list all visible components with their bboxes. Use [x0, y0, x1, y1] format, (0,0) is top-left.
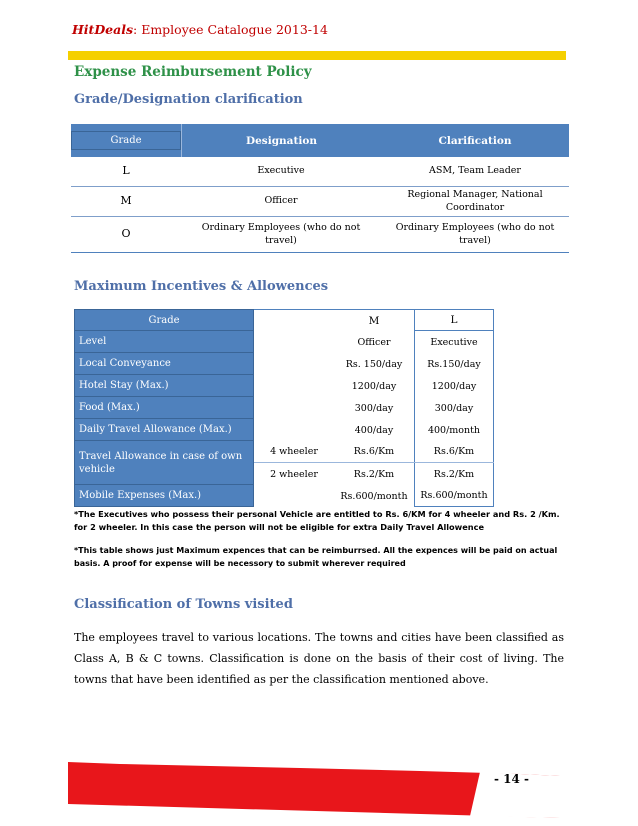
table-row: [74, 353, 494, 375]
row-label: Hotel Stay (Max.): [74, 375, 254, 397]
row-label: Travel Allowance in case of own vehicle: [74, 441, 254, 485]
cell-l: 300/day: [414, 397, 494, 419]
cell-designation: Executive: [257, 165, 305, 177]
table-row: [74, 485, 494, 507]
header-grade: Grade: [71, 131, 181, 150]
empty-cell: [254, 375, 334, 397]
empty-cell: [254, 353, 334, 375]
cell-clarification: Ordinary Employees (who do not travel): [395, 221, 555, 246]
cell-vehicle: 2 wheeler: [270, 468, 318, 480]
header-m: M: [334, 309, 414, 331]
cell-l: Rs.2/Km: [414, 463, 494, 485]
cell-grade: O: [121, 227, 131, 241]
cell-l: Rs.150/day: [414, 353, 494, 375]
table-row: [74, 397, 494, 419]
cell-m: Officer: [357, 336, 391, 348]
table-subrow: [254, 441, 494, 463]
row-label: Food (Max.): [74, 397, 254, 419]
cell-grade: L: [122, 164, 130, 178]
travel-subrows: [254, 441, 494, 485]
cell-m: 300/day: [354, 402, 394, 414]
cell-m: Rs.2/Km: [353, 468, 395, 480]
brand-name: HitDeals: [72, 22, 134, 37]
table-header-row: [71, 124, 569, 157]
row-label: Level: [74, 331, 254, 353]
cell-m: Rs.6/Km: [353, 446, 395, 457]
cell-l: 400/month: [414, 419, 494, 441]
header-l: L: [414, 309, 494, 331]
cell-clarification: ASM, Team Leader: [429, 165, 521, 177]
cell-l: Rs.6/Km: [414, 441, 494, 462]
cell-designation: Officer: [264, 195, 298, 207]
section-heading-towns: Classification of Towns visited: [74, 597, 293, 612]
page-number: - 14 -: [494, 772, 530, 786]
section-heading-incentives: Maximum Incentives & Allowences: [74, 279, 329, 294]
footer-red-band: [0, 760, 638, 826]
table-subrow: [254, 463, 494, 485]
cell-clarification: Regional Manager, National Coordinator: [407, 188, 543, 213]
header-designation: Designation: [181, 124, 381, 157]
cell-m: 400/day: [354, 424, 394, 436]
cell-grade: M: [120, 194, 132, 208]
reimbursement-note: *This table shows just Maximum expences that can be reimburrsed. All the expences will be paid on actual basis. A proof for expense will be necessory to submit wherever required: [74, 546, 558, 568]
empty-cell: [254, 331, 334, 353]
header-blank: [254, 309, 334, 331]
table-row: [74, 331, 494, 353]
table-row: [74, 375, 494, 397]
empty-cell: [254, 419, 334, 441]
table-header-row: [74, 309, 494, 331]
table-row: [71, 187, 569, 217]
vehicle-note: *The Executives who possess their personal Vehicle are entitled to Rs. 6/KM for 4 wheeler and Rs. 2 /Km. for 2 wheeler. In this case the person will not be eligible for extra Daily Travel Allowence: [74, 509, 560, 532]
row-label: Local Conveyance: [74, 353, 254, 375]
cell-m: Rs. 150/day: [345, 358, 403, 370]
table-row: [71, 157, 569, 187]
header-grade: Grade: [74, 309, 254, 331]
cell-m: Rs.600/month: [340, 490, 408, 502]
cell-m: 1200/day: [351, 380, 397, 392]
header-text: : Employee Catalogue 2013-14: [133, 22, 328, 37]
empty-cell: [254, 397, 334, 419]
cell-l: Rs.600/month: [414, 485, 494, 507]
header-divider-bar: [68, 51, 566, 60]
towns-paragraph: The employees travel to various locations. The towns and cities have been classified as Class A, B & C towns. Classification is done on the basis of their cost of living. The towns that have been identified as per the classification mentioned above.: [74, 631, 564, 686]
page-title: Expense Reimbursement Policy: [74, 64, 312, 80]
running-header: [72, 22, 328, 37]
cell-vehicle: 4 wheeler: [270, 446, 318, 457]
incentives-table: [74, 309, 494, 507]
cell-designation: Ordinary Employees (who do not travel): [201, 221, 361, 246]
cell-l: 1200/day: [414, 375, 494, 397]
grade-designation-table: [71, 124, 569, 253]
table-row-travel-allowance: [74, 441, 494, 485]
table-row: [71, 217, 569, 253]
cell-l: Executive: [414, 331, 494, 353]
table-row: [74, 419, 494, 441]
row-label: Daily Travel Allowance (Max.): [74, 419, 254, 441]
row-label: Mobile Expenses (Max.): [74, 485, 254, 507]
header-clarification: Clarification: [438, 134, 512, 147]
empty-cell: [254, 485, 334, 507]
section-heading-grade: Grade/Designation clarification: [74, 92, 303, 107]
